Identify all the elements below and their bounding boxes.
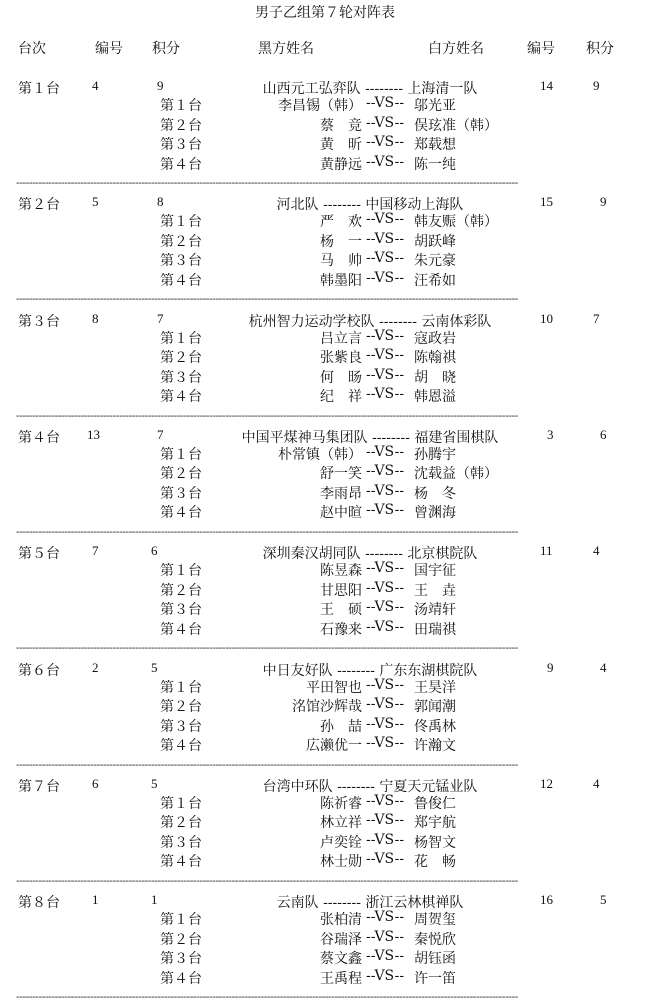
white-player: 周贺玺 [414, 912, 456, 929]
vs-marker: --VS-- [366, 676, 405, 693]
white-team-name: 广东东湖棋院队 [379, 662, 478, 679]
match-block [0, 194, 650, 310]
board-row [0, 716, 650, 735]
board-label: 第１台 [160, 679, 202, 696]
black-team-name: 深圳秦汉胡同队 [262, 546, 361, 563]
board-row [0, 115, 650, 134]
vs-marker: --VS-- [366, 327, 405, 344]
vs-marker: --VS-- [366, 792, 405, 809]
white-team-points: 5 [600, 892, 607, 908]
white-player: 胡钰函 [414, 951, 456, 968]
team-separator: -------- [360, 546, 408, 563]
black-player: 広濑优一 [306, 738, 362, 754]
board-row [0, 367, 650, 386]
vs-marker: --VS-- [366, 599, 405, 616]
black-player: 石豫来 [320, 621, 362, 638]
black-player: 张紫良 [320, 350, 362, 367]
board-row [0, 909, 650, 928]
white-player: 王昊洋 [414, 679, 456, 696]
black-team-number: 5 [92, 194, 99, 210]
match-table-label: 第３台 [18, 313, 60, 330]
white-team-number: 10 [540, 310, 553, 326]
white-player: 曾渊海 [414, 505, 456, 522]
board-label: 第１台 [160, 912, 202, 929]
board-row [0, 619, 650, 638]
board-label: 第４台 [160, 738, 202, 754]
white-player: 王 垚 [414, 582, 456, 599]
vs-marker: --VS-- [366, 696, 405, 712]
white-team-name: 北京棋院队 [407, 546, 478, 563]
vs-marker: --VS-- [366, 463, 405, 480]
vs-marker: --VS-- [366, 134, 405, 150]
white-player: 田瑞祺 [414, 621, 456, 638]
white-player: 花 畅 [414, 854, 456, 871]
board-label: 第２台 [160, 699, 202, 715]
white-team-points: 9 [600, 194, 607, 210]
black-team-number: 4 [92, 78, 99, 93]
white-team-number: 11 [540, 543, 553, 559]
vs-marker: --VS-- [366, 618, 405, 635]
white-player: 许一笛 [414, 970, 456, 987]
board-label: 第１台 [160, 214, 202, 231]
black-player: 蔡文鑫 [320, 951, 362, 968]
black-player: 李昌锡（韩） [278, 98, 362, 114]
team-separator: -------- [332, 662, 380, 679]
board-row [0, 580, 650, 599]
board-label: 第１台 [160, 98, 202, 114]
board-row [0, 599, 650, 618]
black-player: 吕立言 [320, 330, 362, 347]
header-black-pts: 积分 [152, 41, 180, 57]
vs-marker: --VS-- [366, 366, 405, 383]
white-player: 胡跃峰 [414, 233, 456, 250]
black-player: 洺馆沙辉哉 [292, 699, 362, 715]
black-team-name: 中国平煤神马集团队 [241, 429, 368, 446]
team-separator: -------- [318, 895, 366, 912]
black-team-name: 河北队 [276, 197, 319, 214]
white-player: 朱元豪 [414, 253, 456, 270]
board-row [0, 812, 650, 831]
vs-marker: --VS-- [366, 831, 405, 848]
match-table-label: 第７台 [18, 778, 60, 795]
black-player: 蔡 竞 [320, 117, 362, 134]
black-player: 韩墨阳 [320, 272, 362, 289]
black-player: 李雨昂 [320, 485, 362, 502]
vs-marker: --VS-- [366, 948, 405, 965]
white-team-number: 3 [547, 426, 554, 442]
vs-marker: --VS-- [366, 443, 405, 460]
black-player: 黄 昕 [320, 137, 362, 153]
black-player: 林士勋 [320, 854, 362, 871]
black-team-number: 8 [92, 310, 99, 326]
white-player: 杨 冬 [414, 485, 456, 502]
board-row [0, 832, 650, 851]
vs-marker: --VS-- [366, 502, 405, 519]
separator-line: ------------------------------------------------------------------------------------------------------------------------------------------------------------ [16, 990, 518, 1004]
team-separator: -------- [367, 429, 415, 446]
black-team-number: 13 [87, 426, 100, 442]
board-row [0, 250, 650, 269]
separator-line: ------------------------------------------------------------------------------------------------------------------------------------------------------------ [16, 292, 518, 306]
match-table-label: 第５台 [18, 546, 60, 563]
white-player: 胡 晓 [414, 369, 456, 386]
match-block [0, 660, 650, 776]
team-separator: -------- [318, 197, 366, 214]
white-team-number: 16 [540, 892, 553, 908]
black-team-number: 6 [92, 775, 99, 791]
board-label: 第３台 [160, 137, 202, 153]
board-row [0, 134, 650, 153]
board-label: 第１台 [160, 563, 202, 580]
black-player: 马 帅 [320, 253, 362, 270]
white-team-number: 15 [540, 194, 553, 210]
black-player: 何 旸 [320, 369, 362, 386]
board-row [0, 347, 650, 366]
board-label: 第３台 [160, 369, 202, 386]
black-player: 纪 祥 [320, 389, 362, 406]
white-player: 孙腾宇 [414, 446, 456, 463]
black-team-name: 杭州智力运动学校队 [248, 313, 375, 330]
black-team-number: 1 [92, 892, 99, 908]
separator-line: ------------------------------------------------------------------------------------------------------------------------------------------------------------ [16, 873, 518, 887]
board-label: 第４台 [160, 970, 202, 987]
vs-marker: --VS-- [366, 386, 405, 403]
board-label: 第３台 [160, 253, 202, 270]
black-player: 孙 喆 [320, 718, 362, 735]
black-player: 舒一笑 [320, 466, 362, 483]
black-player: 严 欢 [320, 214, 362, 231]
white-team-name: 宁夏天元锰业队 [379, 778, 478, 795]
black-team-number: 2 [92, 659, 99, 675]
vs-marker: --VS-- [366, 967, 405, 984]
match-block [0, 892, 650, 1008]
white-player: 郑载想 [414, 137, 456, 153]
vs-marker: --VS-- [366, 735, 405, 751]
board-label: 第４台 [160, 156, 202, 173]
black-team-points: 9 [157, 78, 164, 93]
white-player: 秦悦欣 [414, 931, 456, 948]
board-row [0, 95, 650, 114]
white-team-name: 中国移动上海队 [365, 197, 464, 214]
match-table-label: 第２台 [18, 197, 60, 214]
separator-line: ------------------------------------------------------------------------------------------------------------------------------------------------------------ [16, 757, 518, 771]
board-label: 第４台 [160, 505, 202, 522]
match-table-label: 第４台 [18, 429, 60, 446]
black-player: 陈祈睿 [320, 795, 362, 812]
board-label: 第２台 [160, 117, 202, 134]
white-player: 许瀚文 [414, 738, 456, 754]
vs-marker: --VS-- [366, 211, 405, 228]
vs-marker: --VS-- [366, 482, 405, 499]
white-player: 汪希如 [414, 272, 456, 289]
separator-line: ------------------------------------------------------------------------------------------------------------------------------------------------------------ [16, 524, 518, 538]
black-player: 谷瑞泽 [320, 931, 362, 948]
vs-marker: --VS-- [366, 114, 405, 131]
board-label: 第２台 [160, 931, 202, 948]
board-label: 第２台 [160, 350, 202, 367]
white-player: 邬光亚 [414, 98, 456, 114]
separator-line: ------------------------------------------------------------------------------------------------------------------------------------------------------------ [16, 408, 518, 422]
white-player: 沈载益（韩） [414, 466, 498, 483]
vs-marker: --VS-- [366, 928, 405, 945]
board-row [0, 444, 650, 463]
board-row [0, 270, 650, 289]
white-player: 韩恩溢 [414, 389, 456, 406]
white-team-points: 6 [600, 426, 607, 442]
vs-marker: --VS-- [366, 715, 405, 732]
match-block [0, 311, 650, 427]
team-separator: -------- [360, 81, 408, 97]
black-player: 张柏清 [320, 912, 362, 929]
board-row [0, 793, 650, 812]
vs-marker: --VS-- [366, 347, 405, 364]
vs-marker: --VS-- [366, 812, 405, 829]
white-player: 佟禹林 [414, 718, 456, 735]
match-table-label: 第６台 [18, 662, 60, 679]
white-team-points: 4 [600, 659, 607, 675]
board-label: 第２台 [160, 582, 202, 599]
board-row [0, 463, 650, 482]
black-player: 朴常镇（韩） [278, 446, 362, 463]
vs-marker: --VS-- [366, 250, 405, 267]
board-label: 第１台 [160, 446, 202, 463]
white-team-points: 9 [593, 78, 600, 93]
board-label: 第３台 [160, 951, 202, 968]
board-row [0, 735, 650, 754]
match-block [0, 543, 650, 659]
white-team-number: 9 [547, 659, 554, 675]
board-row [0, 231, 650, 250]
black-team-name: 台湾中环队 [262, 778, 333, 795]
black-team-name: 山西元工弘弈队 [262, 81, 361, 97]
board-label: 第４台 [160, 621, 202, 638]
board-label: 第２台 [160, 466, 202, 483]
board-label: 第２台 [160, 233, 202, 250]
black-team-points: 5 [151, 659, 158, 675]
header-black-no: 编号 [95, 41, 123, 57]
vs-marker: --VS-- [366, 560, 405, 577]
white-player: 汤靖轩 [414, 602, 456, 619]
board-label: 第２台 [160, 815, 202, 832]
separator-line: ------------------------------------------------------------------------------------------------------------------------------------------------------------ [16, 641, 518, 655]
vs-marker: --VS-- [366, 153, 405, 170]
white-player: 俣玹准（韩） [414, 117, 498, 134]
black-player: 陈昱森 [320, 563, 362, 580]
board-label: 第４台 [160, 854, 202, 871]
white-team-name: 福建省围棋队 [414, 429, 499, 446]
white-player: 鲁俊仁 [414, 795, 456, 812]
team-separator: -------- [332, 778, 380, 795]
header-white-pts: 积分 [586, 41, 614, 57]
vs-marker: --VS-- [366, 269, 405, 286]
match-block [0, 427, 650, 543]
vs-marker: --VS-- [366, 579, 405, 596]
white-team-name: 云南体彩队 [421, 313, 492, 330]
board-row [0, 211, 650, 230]
black-team-number: 7 [92, 543, 99, 559]
separator-line: ------------------------------------------------------------------------------------------------------------------------------------------------------------ [16, 176, 518, 189]
vs-marker: --VS-- [366, 95, 405, 111]
header-black-name: 黑方姓名 [258, 41, 314, 57]
match-table-label: 第１台 [18, 81, 60, 97]
board-row [0, 968, 650, 987]
board-label: 第１台 [160, 795, 202, 812]
header-table: 台次 [18, 41, 46, 57]
black-team-points: 7 [157, 310, 164, 326]
board-row [0, 696, 650, 715]
black-player: 林立祥 [320, 815, 362, 832]
black-team-points: 1 [151, 892, 158, 908]
white-team-points: 4 [593, 543, 600, 559]
white-team-number: 14 [540, 78, 553, 93]
white-team-name: 上海清一队 [407, 81, 478, 97]
header-white-name: 白方姓名 [428, 41, 484, 57]
black-team-name: 中日友好队 [262, 662, 333, 679]
black-player: 赵中暄 [320, 505, 362, 522]
white-player: 寇政岩 [414, 330, 456, 347]
white-player: 陈翰祺 [414, 350, 456, 367]
board-label: 第１台 [160, 330, 202, 347]
board-label: 第４台 [160, 272, 202, 289]
white-player: 国宇征 [414, 563, 456, 580]
black-player: 卢奕铨 [320, 834, 362, 851]
board-row [0, 483, 650, 502]
black-team-points: 6 [151, 543, 158, 559]
white-team-number: 12 [540, 775, 553, 791]
board-label: 第３台 [160, 718, 202, 735]
white-player: 郑宇航 [414, 815, 456, 832]
black-player: 王禹程 [320, 970, 362, 987]
white-player: 杨智文 [414, 834, 456, 851]
white-team-points: 4 [593, 775, 600, 791]
board-label: 第３台 [160, 485, 202, 502]
header-white-no: 编号 [527, 41, 555, 57]
board-row [0, 560, 650, 579]
team-separator: -------- [374, 313, 422, 330]
black-player: 王 硕 [320, 602, 362, 619]
board-row [0, 154, 650, 173]
black-team-points: 5 [151, 775, 158, 791]
match-block [0, 78, 650, 194]
board-row [0, 386, 650, 405]
vs-marker: --VS-- [366, 230, 405, 247]
black-team-points: 7 [157, 426, 164, 442]
board-label: 第３台 [160, 602, 202, 619]
white-player: 韩友赈（韩） [414, 214, 498, 231]
board-label: 第３台 [160, 834, 202, 851]
board-row [0, 502, 650, 521]
black-player: 甘思阳 [320, 582, 362, 599]
vs-marker: --VS-- [366, 909, 405, 926]
board-row [0, 851, 650, 870]
board-row [0, 948, 650, 967]
white-team-name: 浙江云林棋禅队 [365, 895, 464, 912]
black-player: 杨 一 [320, 233, 362, 250]
board-row [0, 929, 650, 948]
page-title: 男子乙组第７轮对阵表 [255, 5, 395, 21]
black-team-name: 云南队 [276, 895, 319, 912]
white-player: 陈一纯 [414, 156, 456, 173]
black-team-points: 8 [157, 194, 164, 210]
black-player: 黄静远 [320, 156, 362, 173]
match-block [0, 776, 650, 892]
white-team-points: 7 [593, 310, 600, 326]
white-player: 郭闻潮 [414, 699, 456, 715]
match-table-label: 第８台 [18, 895, 60, 912]
black-player: 平田智也 [306, 679, 362, 696]
board-label: 第４台 [160, 389, 202, 406]
board-row [0, 328, 650, 347]
board-row [0, 677, 650, 696]
vs-marker: --VS-- [366, 851, 405, 868]
